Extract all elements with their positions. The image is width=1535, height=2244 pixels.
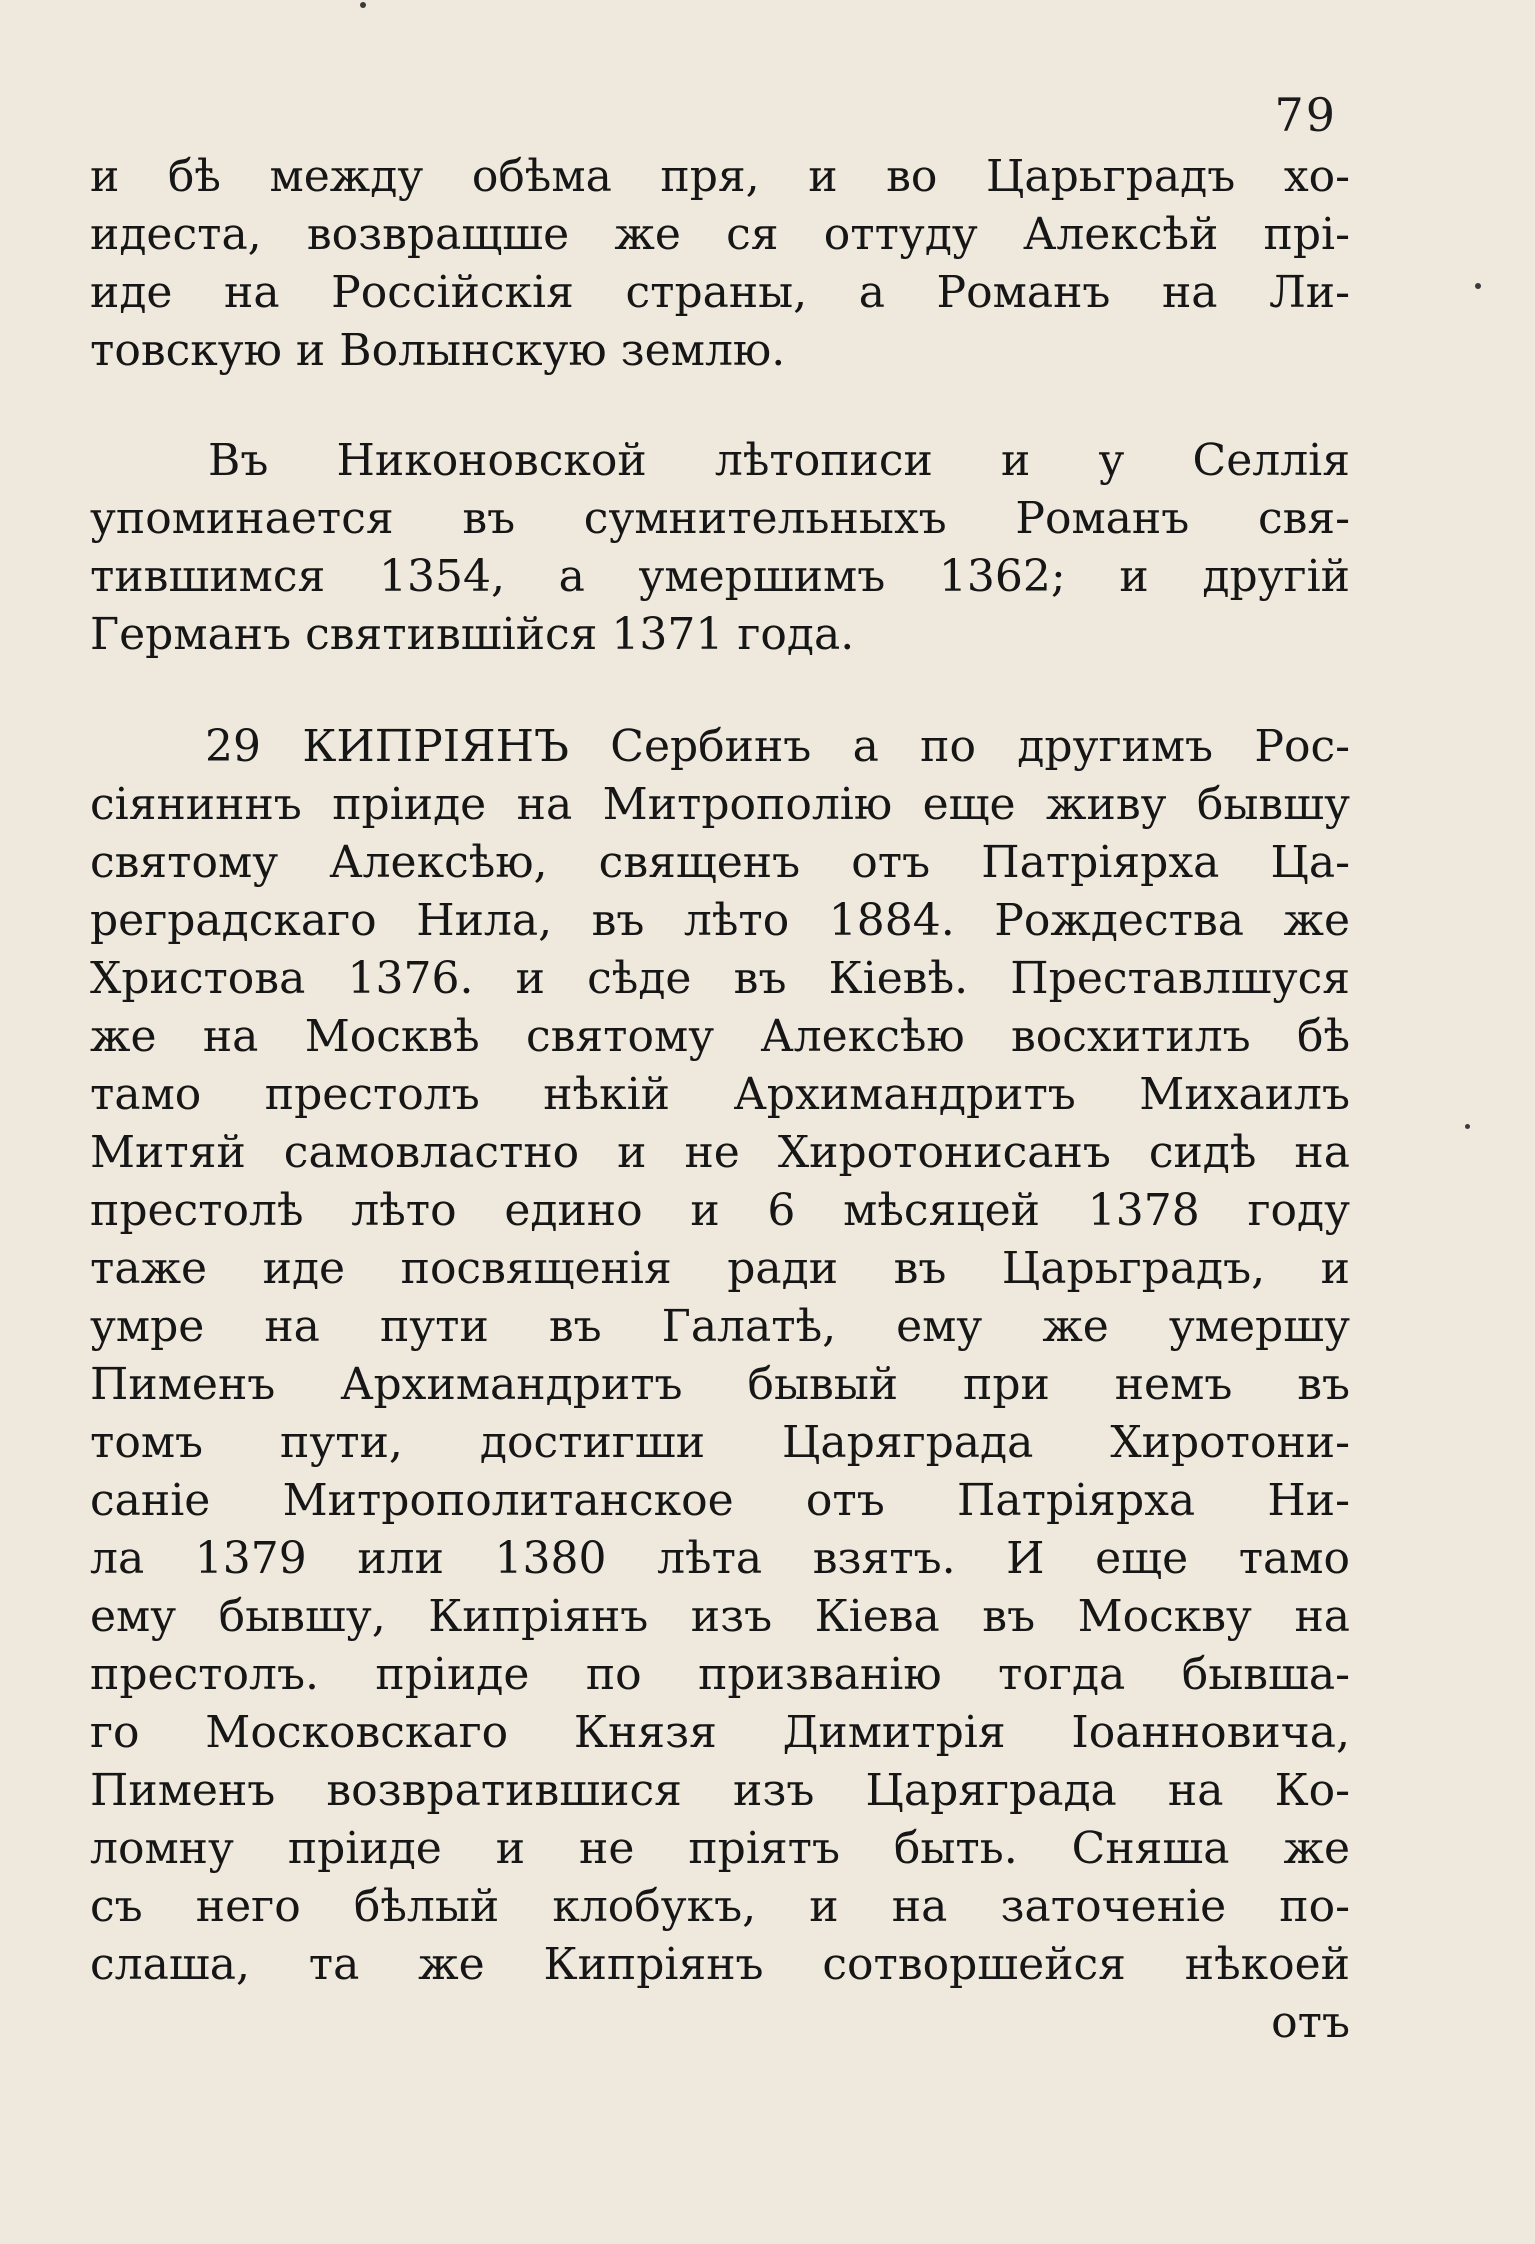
text-line: идеста, возвращше же ся оттуду Алексѣй прі- — [90, 209, 1350, 260]
text-line: го Московскаго Князя Димитрія Іоанновича, — [90, 1707, 1350, 1758]
text-line: саніе Митрополитанское отъ Патріярха Ни- — [90, 1475, 1350, 1526]
paper-speck — [1475, 283, 1481, 289]
text-line: престолѣ лѣто едино и 6 мѣсяцей 1378 году — [90, 1185, 1350, 1236]
paragraph-2 — [90, 432, 1350, 664]
paper-speck — [360, 2, 366, 8]
catchword: отъ — [1271, 1997, 1350, 2048]
text-line: святому Алексѣю, священъ отъ Патріярха Ца- — [90, 837, 1350, 888]
text-line: сіяниннъ пріиде на Митрополію еще живу бывшу — [90, 779, 1350, 830]
text-line: ла 1379 или 1380 лѣта взятъ. И еще тамо — [90, 1533, 1350, 1584]
text-line: тившимся 1354, а умершимъ 1362; и другій — [90, 551, 1350, 602]
paragraph-3 — [90, 718, 1350, 2052]
text-line: упоминается въ сумнительныхъ Романъ свя- — [90, 493, 1350, 544]
text-line: и бѣ между обѣма пря, и во Царьградъ хо- — [90, 151, 1350, 202]
text-line: ломну пріиде и не пріятъ быть. Сняша же — [90, 1823, 1350, 1874]
text-line: 29 КИПРІЯНЪ Сербинъ а по другимъ Рос- — [205, 721, 1350, 772]
text-line: реградскаго Нила, въ лѣто 1884. Рождества же — [90, 895, 1350, 946]
text-line: тамо престолъ нѣкій Архимандритъ Михаилъ — [90, 1069, 1350, 1120]
text-line: умре на пути въ Галатѣ, ему же умершу — [90, 1301, 1350, 1352]
text-line: съ него бѣлый клобукъ, и на заточеніе по- — [90, 1881, 1350, 1932]
text-line: Германъ святившійся 1371 года. — [90, 609, 855, 660]
text-line: товскую и Волынскую землю. — [90, 325, 786, 376]
text-line: слаша, та же Кипріянъ сотворшейся нѣкоей — [90, 1939, 1350, 1990]
text-line: ему бывшу, Кипріянъ изъ Кіева въ Москву на — [90, 1591, 1350, 1642]
text-line: Въ Никоновской лѣтописи и у Селлія — [208, 435, 1350, 486]
text-line: Христова 1376. и сѣде въ Кіевѣ. Преставлшуся — [90, 953, 1350, 1004]
text-line: Пименъ возвратившися изъ Царяграда на Ко- — [90, 1765, 1350, 1816]
paper-speck — [1465, 1124, 1470, 1129]
text-line: томъ пути, достигши Царяграда Хиротони- — [90, 1417, 1350, 1468]
text-line: же на Москвѣ святому Алексѣю восхитилъ бѣ — [90, 1011, 1350, 1062]
text-line: иде на Россійскія страны, а Романъ на Ли- — [90, 267, 1350, 318]
page-number: 79 — [1274, 88, 1337, 142]
paragraph-1 — [90, 148, 1350, 380]
text-line: престолъ. пріиде по призванію тогда бывша- — [90, 1649, 1350, 1700]
text-line: Пименъ Архимандритъ бывый при немъ въ — [90, 1359, 1350, 1410]
text-line: Митяй самовластно и не Хиротонисанъ сидѣ на — [90, 1127, 1350, 1178]
text-line: таже иде посвященія ради въ Царьградъ, и — [90, 1243, 1350, 1294]
